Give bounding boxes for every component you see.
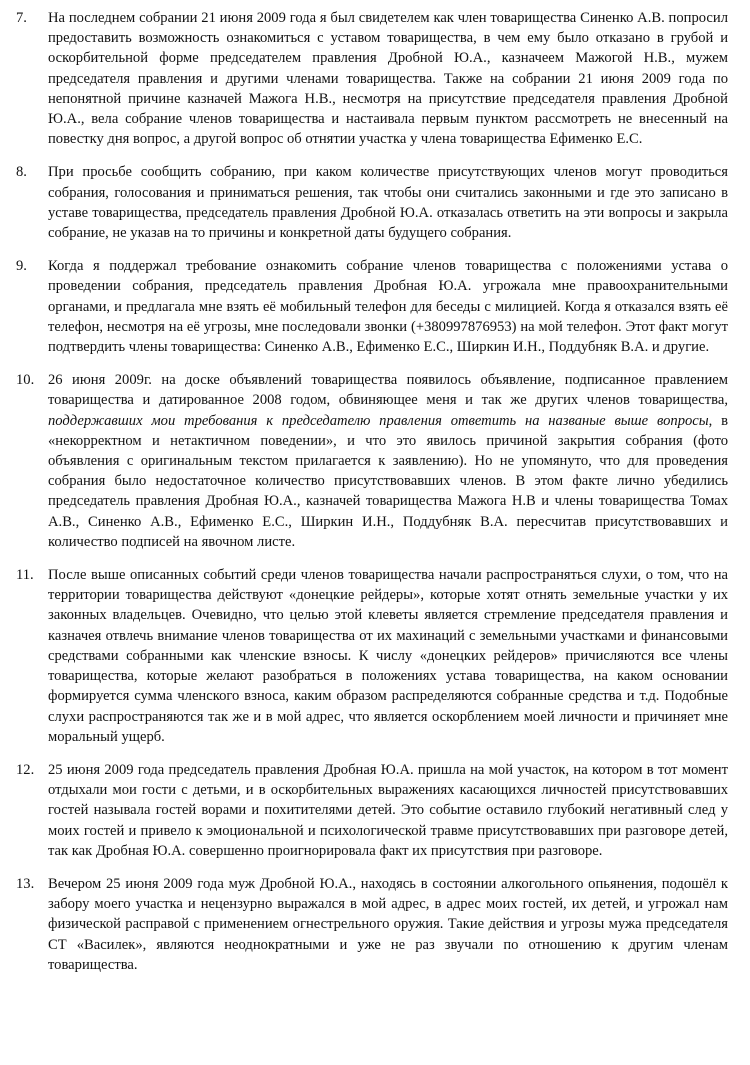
item-number: 13. [16,875,35,892]
item-number: 9. [16,258,27,275]
item-text: 25 июня 2009 года председатель правления Дробная Ю.А. пришла на мой участок, на котором в тот момент отдыхали мои гости с детьми, и в оскорбительных выражениях касающихся личностей присутствовавших гостей называла гостей ворами и похитителями детей. Это событие оставило глубокий негативный след у моих гостей и привело к эмоциональной и психологической травме присутствовавших при разговоре детей, так как Дробная Ю.А. совершенно проигнорировала факт их присутствия при разговоре. [48,761,728,859]
item-text: Когда я поддержал требование ознакомить собрание членов товарищества с положениями устава о проведении собрания, председатель правления Дробная Ю.А. угрожала мне правоохранительными органами, и предлагала мне взять её мобильный телефон для беседы с милицией. Когда я отказался взять её телефон, несмотря на её угрозы, мне последовали звонки (+380997876953) на мой телефон. Этот факт могут подтвердить члены товарищества: Синенко А.В., Ефименко Е.С., Ширкин И.Н., Поддубняк В.А. и другие. [48,258,728,356]
item-text: При просьбе сообщить собранию, при каком количестве присутствующих членов могут проводиться собрания, голосования и приниматься решения, так чтобы они считались законными и где это записано в уставе товарищества, председатель правления Дробной Ю.А. отказалась ответить на эти вопросы и закрыла собрание, не указав на то причины и конкретной даты будущего собрания. [48,164,728,242]
item-text: На последнем собрании 21 июня 2009 года я был свидетелем как член товарищества Синенко А.В. попросил предоставить возможность ознакомиться с уставом товарищества, в чем ему было отказано в грубой и оскорбительной форме председателем правления Дробной Ю.А., казначеем Мажогой Н.В., мужем председателя правления и другими членами товарищества. Также на собрании 21 июня 2009 года по непонятной причине казначей Мажога Н.В., несмотря на присутствие председателя правления Дробной Ю.А., вела собрание членов товарищества и настаивала первым пунктом рассмотреть не внесенный на повестку дня вопрос, а другой вопрос об отнятии участка у члена товарищества Ефименко Е.С. [48,10,728,148]
item-number: 10. [16,372,35,389]
item-text: Вечером 25 июня 2009 года муж Дробной Ю.А., находясь в состоянии алкогольного опьянения, подошёл к забору моего участка и нецензурно выражался в мой адрес, в адрес моих гостей, их детей, и угрожал нам физической расправой с применением огнестрельного оружия. Такие действия и угрозы мужа председателя СТ «Василек», являются неоднократными и уже не раз звучали по отношению к другим членам товарищества. [48,875,728,973]
list-item-8 [16,162,728,243]
list-item-11 [16,565,728,747]
list-item-10 [16,370,728,552]
item-text-after: , в «некорректном и нетактичном поведении», и что это явилось причиной закрытия собрания (фото объявления с оригинальным текстом прилагается к заявлению). Но не упомянуто, что для проведения собрания было недостаточное количество присутствовавших членов. В этом факте лично убедились председатель правления Дробная Ю.А., казначей товарищества Мажога Н.В и члены товарищества Томах А.В., Синенко А.В., Ефименко Е.С., Ширкин И.Н., Поддубняк В.А. пересчитав присутствовавших и количество подписей на явочном листе. [48,412,728,550]
item-number: 8. [16,164,27,181]
item-number: 11. [16,567,34,584]
list-item-12 [16,760,728,861]
list-item-9 [16,256,728,357]
list-item-13 [16,874,728,975]
list-item-7 [16,8,728,149]
item-number: 12. [16,761,35,778]
item-text: После выше описанных событий среди членов товарищества начали распространяться слухи, о том, что на территории товарищества действуют «донецкие рейдеры», которые хотят отнять земельные участки у их законных владельцев. Очевидно, что целью этой клеветы является стремление председателя правления и казначея отвлечь внимание членов товарищества от их махинаций с земельными участками и финансовыми средствами собранными как членские взносы. К числу «донецких рейдеров» причисляются все члены товарищества, которые желают разобраться в положениях устава товарищества, на каком основании формируется сумма членского взноса, каким образом распределяются собранные средства и т.д. Подобные слухи распространяются так же и в мой адрес, что является оскорблением моей личности и причиняет мне моральный ущерб. [48,567,728,745]
item-text [48,370,728,552]
item-number: 7. [16,10,27,26]
item-text-italic: поддержавших мои требования к председателю правления ответить на названые выше вопросы [48,412,709,429]
item-text-before: 26 июня 2009г. на доске объявлений товарищества появилось объявление, подписанное правлением товарищества и датированное 2008 годом, обвиняющее меня и так же других членов товарищества, [48,372,728,409]
